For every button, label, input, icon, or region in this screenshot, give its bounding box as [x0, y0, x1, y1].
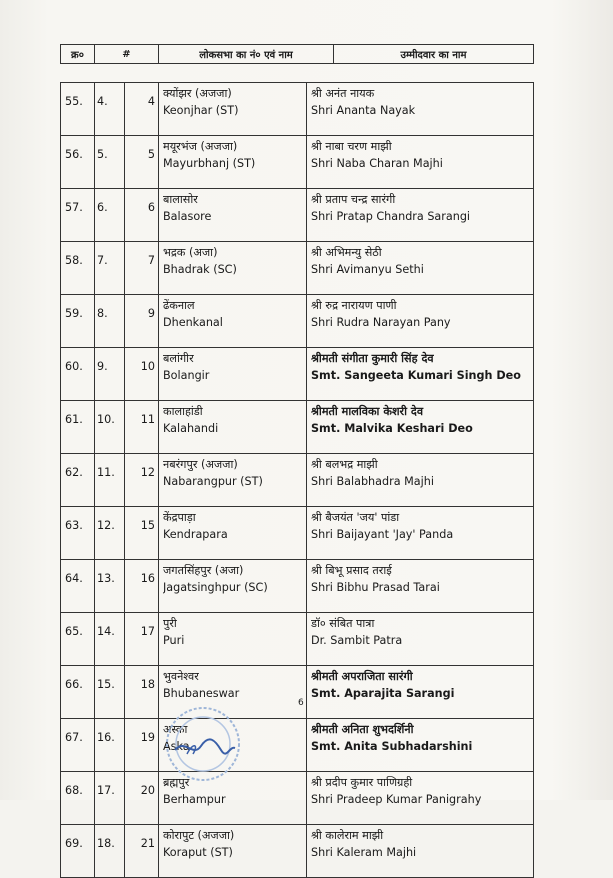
constituency-name-hindi: बलांगीर [163, 352, 194, 365]
candidate-name [307, 136, 534, 189]
table-row [61, 666, 534, 719]
serial-number: 58. [61, 242, 95, 295]
candidate-name [307, 295, 534, 348]
candidate-name-english: Shri Avimanyu Sethi [311, 263, 424, 276]
candidate-name [307, 772, 534, 825]
table-row [61, 560, 534, 613]
table-row [61, 401, 534, 454]
header-number: # [95, 45, 159, 64]
candidate-name-hindi: श्री बिभू प्रसाद तराई [311, 564, 392, 577]
state-serial: 4. [95, 83, 125, 136]
constituency-name-english: Bolangir [163, 369, 210, 382]
constituency-name [159, 825, 307, 878]
candidate-name-english: Shri Pratap Chandra Sarangi [311, 210, 471, 223]
candidate-name-english: Smt. Aparajita Sarangi [311, 687, 455, 700]
candidate-name-hindi: श्रीमती अपराजिता सारंगी [311, 670, 413, 683]
table-row [61, 242, 534, 295]
constituency-name-english: Berhampur [163, 793, 226, 806]
candidate-name-english: Smt. Malvika Keshari Deo [311, 422, 473, 435]
table-row [61, 613, 534, 666]
state-serial: 9. [95, 348, 125, 401]
constituency-name-english: Koraput (ST) [163, 846, 233, 859]
state-serial: 7. [95, 242, 125, 295]
table-row [61, 454, 534, 507]
candidate-name-hindi: श्री बलभद्र माझी [311, 458, 378, 471]
serial-number: 60. [61, 348, 95, 401]
candidate-name-hindi: श्रीमती संगीता कुमारी सिंह देव [311, 352, 434, 365]
constituency-name-english: Keonjhar (ST) [163, 104, 239, 117]
table-row [61, 295, 534, 348]
candidate-name-hindi: डॉ० संबित पात्रा [311, 617, 375, 630]
constituency-name-hindi: कोरापुट (अजजा) [163, 829, 235, 842]
constituency-number: 20 [125, 772, 159, 825]
constituency-name [159, 83, 307, 136]
candidate-name [307, 825, 534, 878]
candidate-name-english: Shri Ananta Nayak [311, 104, 416, 117]
serial-number: 67. [61, 719, 95, 772]
candidate-name-english: Shri Rudra Narayan Pany [311, 316, 451, 329]
candidate-name-english: Shri Baijayant 'Jay' Panda [311, 528, 454, 541]
candidate-table [60, 82, 534, 878]
official-seal-stamp [163, 704, 243, 784]
candidate-name-hindi: श्री प्रताप चन्द्र सारंगी [311, 193, 396, 206]
constituency-name [159, 507, 307, 560]
constituency-number: 12 [125, 454, 159, 507]
constituency-name-hindi: जगतसिंहपुर (अजा) [163, 564, 244, 577]
constituency-name-hindi: पुरी [163, 617, 177, 630]
candidate-name [307, 189, 534, 242]
state-serial: 10. [95, 401, 125, 454]
candidate-name-english: Shri Kaleram Majhi [311, 846, 417, 859]
table-row [61, 772, 534, 825]
constituency-number: 15 [125, 507, 159, 560]
state-serial: 18. [95, 825, 125, 878]
serial-number: 55. [61, 83, 95, 136]
candidate-name-hindi: श्रीमती मालविका केशरी देव [311, 405, 424, 418]
serial-number: 68. [61, 772, 95, 825]
candidate-name-english: Smt. Sangeeta Kumari Singh Deo [311, 369, 521, 382]
page-number: 6 [298, 698, 304, 708]
header-serial: क्र० [61, 45, 95, 64]
candidate-name [307, 401, 534, 454]
candidate-name [307, 348, 534, 401]
candidate-name-english: Shri Bibhu Prasad Tarai [311, 581, 440, 594]
constituency-name-english: Bhubaneswar [163, 687, 240, 700]
state-serial: 17. [95, 772, 125, 825]
constituency-number: 11 [125, 401, 159, 454]
candidate-name [307, 507, 534, 560]
candidate-name-hindi: श्री रुद्र नारायण पाणी [311, 299, 397, 312]
constituency-name-hindi: क्योंझर (अजजा) [163, 87, 232, 100]
table-row [61, 825, 534, 878]
constituency-number: 18 [125, 666, 159, 719]
candidate-name [307, 560, 534, 613]
candidate-name [307, 613, 534, 666]
state-serial: 11. [95, 454, 125, 507]
serial-number: 59. [61, 295, 95, 348]
serial-number: 56. [61, 136, 95, 189]
constituency-name [159, 560, 307, 613]
serial-number: 63. [61, 507, 95, 560]
constituency-number: 17 [125, 613, 159, 666]
table-row [61, 83, 534, 136]
serial-number: 62. [61, 454, 95, 507]
constituency-number: 21 [125, 825, 159, 878]
constituency-name-english: Jagatsinghpur (SC) [163, 581, 268, 594]
candidate-name-hindi: श्री नाबा चरण माझी [311, 140, 392, 153]
constituency-number: 4 [125, 83, 159, 136]
state-serial: 13. [95, 560, 125, 613]
constituency-name [159, 189, 307, 242]
serial-number: 69. [61, 825, 95, 878]
constituency-number: 10 [125, 348, 159, 401]
constituency-name [159, 348, 307, 401]
constituency-name-hindi: कालाहांडी [163, 405, 203, 418]
candidate-name [307, 719, 534, 772]
candidate-name [307, 454, 534, 507]
constituency-name-english: Kendrapara [163, 528, 228, 541]
constituency-name [159, 295, 307, 348]
serial-number: 66. [61, 666, 95, 719]
table-row [61, 719, 534, 772]
candidate-name-hindi: श्री अभिमन्यु सेठी [311, 246, 382, 259]
constituency-name-english: Balasore [163, 210, 212, 223]
state-serial: 8. [95, 295, 125, 348]
table-row [61, 507, 534, 560]
constituency-number: 6 [125, 189, 159, 242]
header-table [60, 44, 534, 64]
serial-number: 64. [61, 560, 95, 613]
constituency-name-english: Aska [163, 740, 190, 753]
candidate-name-english: Shri Pradeep Kumar Panigrahy [311, 793, 482, 806]
constituency-name [159, 613, 307, 666]
constituency-name-hindi: नबरंगपुर (अजजा) [163, 458, 238, 471]
candidate-name-hindi: श्री अनंत नायक [311, 87, 375, 100]
state-serial: 12. [95, 507, 125, 560]
candidate-name-english: Dr. Sambit Patra [311, 634, 403, 647]
constituency-name-english: Dhenkanal [163, 316, 223, 329]
header-candidate: उम्मीदवार का नाम [334, 45, 534, 64]
header-constituency: लोकसभा का नं० एवं नाम [159, 45, 334, 64]
state-serial: 5. [95, 136, 125, 189]
header-row [61, 45, 534, 64]
candidate-name [307, 83, 534, 136]
constituency-name-hindi: भद्रक (अजा) [163, 246, 218, 259]
constituency-name-english: Mayurbhanj (ST) [163, 157, 256, 170]
constituency-number: 5 [125, 136, 159, 189]
table-row [61, 136, 534, 189]
state-serial: 14. [95, 613, 125, 666]
state-serial: 6. [95, 189, 125, 242]
candidate-name-hindi: श्री बैजयंत 'जय' पांडा [311, 511, 400, 524]
candidate-name [307, 666, 534, 719]
constituency-number: 19 [125, 719, 159, 772]
candidate-name-english: Shri Balabhadra Majhi [311, 475, 434, 488]
constituency-name-hindi: बालासोर [163, 193, 198, 206]
constituency-name-english: Bhadrak (SC) [163, 263, 237, 276]
candidate-name [307, 242, 534, 295]
constituency-name [159, 401, 307, 454]
constituency-number: 16 [125, 560, 159, 613]
candidate-name-hindi: श्रीमती अनिता शुभदर्शिनी [311, 723, 414, 736]
constituency-name-hindi: मयूरभंज (अजजा) [163, 140, 238, 153]
constituency-name-english: Puri [163, 634, 185, 647]
constituency-name [159, 454, 307, 507]
state-serial: 15. [95, 666, 125, 719]
constituency-name-english: Kalahandi [163, 422, 219, 435]
constituency-name-hindi: ब्रह्मपुर [163, 776, 190, 789]
constituency-name-hindi: भुवनेश्वर [163, 670, 199, 683]
serial-number: 61. [61, 401, 95, 454]
constituency-number: 9 [125, 295, 159, 348]
constituency-name-hindi: ढेंकनाल [163, 299, 195, 312]
constituency-number: 7 [125, 242, 159, 295]
constituency-name-english: Nabarangpur (ST) [163, 475, 263, 488]
candidate-name-hindi: श्री कालेराम माझी [311, 829, 384, 842]
serial-number: 57. [61, 189, 95, 242]
constituency-name [159, 242, 307, 295]
table-row [61, 189, 534, 242]
constituency-name-hindi: अस्का [163, 723, 188, 736]
candidate-name-english: Smt. Anita Subhadarshini [311, 740, 473, 753]
candidate-name-english: Shri Naba Charan Majhi [311, 157, 443, 170]
candidate-name-hindi: श्री प्रदीप कुमार पाणिग्रही [311, 776, 413, 789]
constituency-name-hindi: केंद्रपाड़ा [163, 511, 196, 524]
constituency-name [159, 136, 307, 189]
state-serial: 16. [95, 719, 125, 772]
table-row [61, 348, 534, 401]
serial-number: 65. [61, 613, 95, 666]
